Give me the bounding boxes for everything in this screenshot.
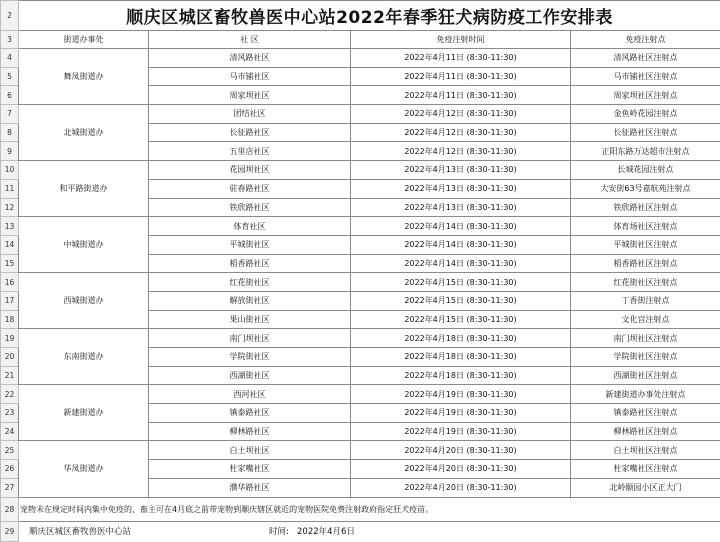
location-cell[interactable]: 红花街社区注射点 [571,273,720,292]
community-cell[interactable]: 解放街社区 [149,291,351,310]
street-office-cell[interactable]: 和平路街道办 [19,161,149,217]
table-row [1,385,720,404]
community-cell[interactable]: 西湖街社区 [149,366,351,385]
location-cell[interactable]: 杜家嘴社区注射点 [571,460,720,479]
row-number[interactable]: 19 [1,329,19,348]
community-cell[interactable]: 五里店社区 [149,142,351,161]
location-cell[interactable]: 清风路社区注射点 [571,49,720,68]
community-cell[interactable]: 果山街社区 [149,310,351,329]
row-number[interactable]: 11 [1,179,19,198]
time-cell[interactable]: 2022年4月18日 (8:30-11:30) [351,366,571,385]
community-cell[interactable]: 柳林路社区 [149,422,351,441]
time-cell[interactable]: 2022年4月20日 (8:30-11:30) [351,460,571,479]
location-cell[interactable]: 长征路社区注射点 [571,123,720,142]
time-cell[interactable]: 2022年4月12日 (8:30-11:30) [351,142,571,161]
footer-date-label: 时间: [269,527,289,538]
time-cell[interactable]: 2022年4月19日 (8:30-11:30) [351,385,571,404]
time-cell[interactable]: 2022年4月12日 (8:30-11:30) [351,105,571,124]
row-number[interactable]: 22 [1,385,19,404]
location-cell[interactable]: 马市铺社区注射点 [571,67,720,86]
location-cell[interactable]: 正阳东路万达超市注射点 [571,142,720,161]
row-number[interactable]: 27 [1,478,19,497]
community-cell[interactable]: 白土坝社区 [149,441,351,460]
footer-date: 2022年4月6日 [297,527,355,538]
row-number[interactable]: 9 [1,142,19,161]
location-cell[interactable]: 镇泰路社区注射点 [571,404,720,423]
sheet-title: 顺庆区城区畜牧兽医中心站2022年春季狂犬病防疫工作安排表 [19,1,720,31]
time-cell[interactable]: 2022年4月15日 (8:30-11:30) [351,310,571,329]
row-number[interactable]: 26 [1,460,19,479]
street-office-cell[interactable]: 新建街道办 [19,385,149,441]
row-number[interactable]: 20 [1,348,19,367]
community-cell[interactable]: 马市铺社区 [149,67,351,86]
community-cell[interactable]: 濮华路社区 [149,478,351,497]
row-number[interactable]: 21 [1,366,19,385]
table-row [1,273,720,292]
street-office-cell[interactable]: 华凤街道办 [19,441,149,497]
note-row [1,497,720,521]
community-cell[interactable]: 西河社区 [149,385,351,404]
location-cell[interactable]: 金鱼岭花园注射点 [571,105,720,124]
table-row [1,441,720,460]
street-office-cell[interactable]: 中城街道办 [19,217,149,273]
location-cell[interactable]: 文化宫注射点 [571,310,720,329]
time-cell[interactable]: 2022年4月14日 (8:30-11:30) [351,254,571,273]
street-office-cell[interactable]: 舞凤街道办 [19,49,149,105]
row-number[interactable]: 16 [1,273,19,292]
time-cell[interactable]: 2022年4月13日 (8:30-11:30) [351,179,571,198]
row-number[interactable]: 28 [1,497,19,521]
location-cell[interactable]: 南门坝社区注射点 [571,329,720,348]
location-cell[interactable]: 柳林路社区注射点 [571,422,720,441]
footer-cell[interactable] [19,521,720,541]
title-row [1,1,720,31]
row-number[interactable]: 6 [1,86,19,105]
community-cell[interactable]: 红花街社区 [149,273,351,292]
row-number[interactable]: 29 [1,521,19,541]
community-cell[interactable]: 体育社区 [149,217,351,236]
location-cell[interactable]: 体育场社区注射点 [571,217,720,236]
location-cell[interactable]: 丁香街注射点 [571,291,720,310]
row-number[interactable]: 13 [1,217,19,236]
row-number[interactable]: 14 [1,235,19,254]
community-cell[interactable]: 铁欣路社区 [149,198,351,217]
time-cell[interactable]: 2022年4月11日 (8:30-11:30) [351,67,571,86]
row-number[interactable]: 7 [1,105,19,124]
community-cell[interactable]: 稻香路社区 [149,254,351,273]
table-row [1,217,720,236]
header-location: 免疫注射点 [571,31,720,49]
time-cell[interactable]: 2022年4月18日 (8:30-11:30) [351,348,571,367]
row-number[interactable]: 24 [1,422,19,441]
time-cell[interactable]: 2022年4月20日 (8:30-11:30) [351,478,571,497]
location-cell[interactable]: 周家坝社区注射点 [571,86,720,105]
time-cell[interactable]: 2022年4月15日 (8:30-11:30) [351,291,571,310]
table-row [1,329,720,348]
header-community: 社 区 [149,31,351,49]
table-row [1,105,720,124]
time-cell[interactable]: 2022年4月15日 (8:30-11:30) [351,273,571,292]
time-cell[interactable]: 2022年4月19日 (8:30-11:30) [351,404,571,423]
community-cell[interactable]: 学院街社区 [149,348,351,367]
header-time: 免疫注射时间 [351,31,571,49]
street-office-cell[interactable]: 西城街道办 [19,273,149,329]
community-cell[interactable]: 镇泰路社区 [149,404,351,423]
row-number[interactable]: 25 [1,441,19,460]
table-row [1,161,720,180]
community-cell[interactable]: 南门坝社区 [149,329,351,348]
header-row [1,31,720,49]
time-cell[interactable]: 2022年4月19日 (8:30-11:30) [351,422,571,441]
time-cell[interactable]: 2022年4月11日 (8:30-11:30) [351,86,571,105]
row-number[interactable]: 4 [1,49,19,68]
community-cell[interactable]: 长征路社区 [149,123,351,142]
location-cell[interactable]: 平城街社区注射点 [571,235,720,254]
location-cell[interactable]: 长城花园注射点 [571,161,720,180]
row-number[interactable]: 3 [1,31,19,49]
time-cell[interactable]: 2022年4月13日 (8:30-11:30) [351,198,571,217]
street-office-cell[interactable]: 北城街道办 [19,105,149,161]
street-office-cell[interactable]: 东南街道办 [19,329,149,385]
community-cell[interactable]: 驻春路社区 [149,179,351,198]
row-number[interactable]: 15 [1,254,19,273]
community-cell[interactable]: 团结社区 [149,105,351,124]
row-number[interactable]: 5 [1,67,19,86]
note-text[interactable]: 宠物未在规定时间内集中免疫的，畜主可在4月底之前带宠物到顺庆辖区就近的宠物医院免费注射政府指定狂犬疫苗。 [19,497,720,521]
community-cell[interactable]: 平城街社区 [149,235,351,254]
time-cell[interactable]: 2022年4月12日 (8:30-11:30) [351,123,571,142]
row-number[interactable]: 23 [1,404,19,423]
location-cell[interactable]: 西湖街社区注射点 [571,366,720,385]
time-cell[interactable]: 2022年4月20日 (8:30-11:30) [351,441,571,460]
community-cell[interactable]: 周家坝社区 [149,86,351,105]
header-street: 街道办事处 [19,31,149,49]
community-cell[interactable]: 清风路社区 [149,49,351,68]
community-cell[interactable]: 杜家嘴社区 [149,460,351,479]
time-cell[interactable]: 2022年4月18日 (8:30-11:30) [351,329,571,348]
location-cell[interactable]: 白土坝社区注射点 [571,441,720,460]
time-cell[interactable]: 2022年4月11日 (8:30-11:30) [351,49,571,68]
time-cell[interactable]: 2022年4月13日 (8:30-11:30) [351,161,571,180]
row-number[interactable]: 10 [1,161,19,180]
location-cell[interactable]: 铁欣路社区注射点 [571,198,720,217]
row-number[interactable]: 17 [1,291,19,310]
location-cell[interactable]: 新建街道办事处注射点 [571,385,720,404]
time-cell[interactable]: 2022年4月14日 (8:30-11:30) [351,217,571,236]
location-cell[interactable]: 大安街63号嘉航苑注射点 [571,179,720,198]
time-cell[interactable]: 2022年4月14日 (8:30-11:30) [351,235,571,254]
row-number[interactable]: 18 [1,310,19,329]
row-number[interactable]: 12 [1,198,19,217]
row-number[interactable]: 8 [1,123,19,142]
community-cell[interactable]: 花园坝社区 [149,161,351,180]
row-number[interactable]: 2 [1,1,19,31]
footer-row [1,521,720,541]
location-cell[interactable]: 稻香路社区注射点 [571,254,720,273]
table-row [1,49,720,68]
location-cell[interactable]: 学院街社区注射点 [571,348,720,367]
location-cell[interactable]: 北岭颐园小区正大门 [571,478,720,497]
footer-organization: 顺庆区城区畜牧兽医中心站 [29,527,132,538]
